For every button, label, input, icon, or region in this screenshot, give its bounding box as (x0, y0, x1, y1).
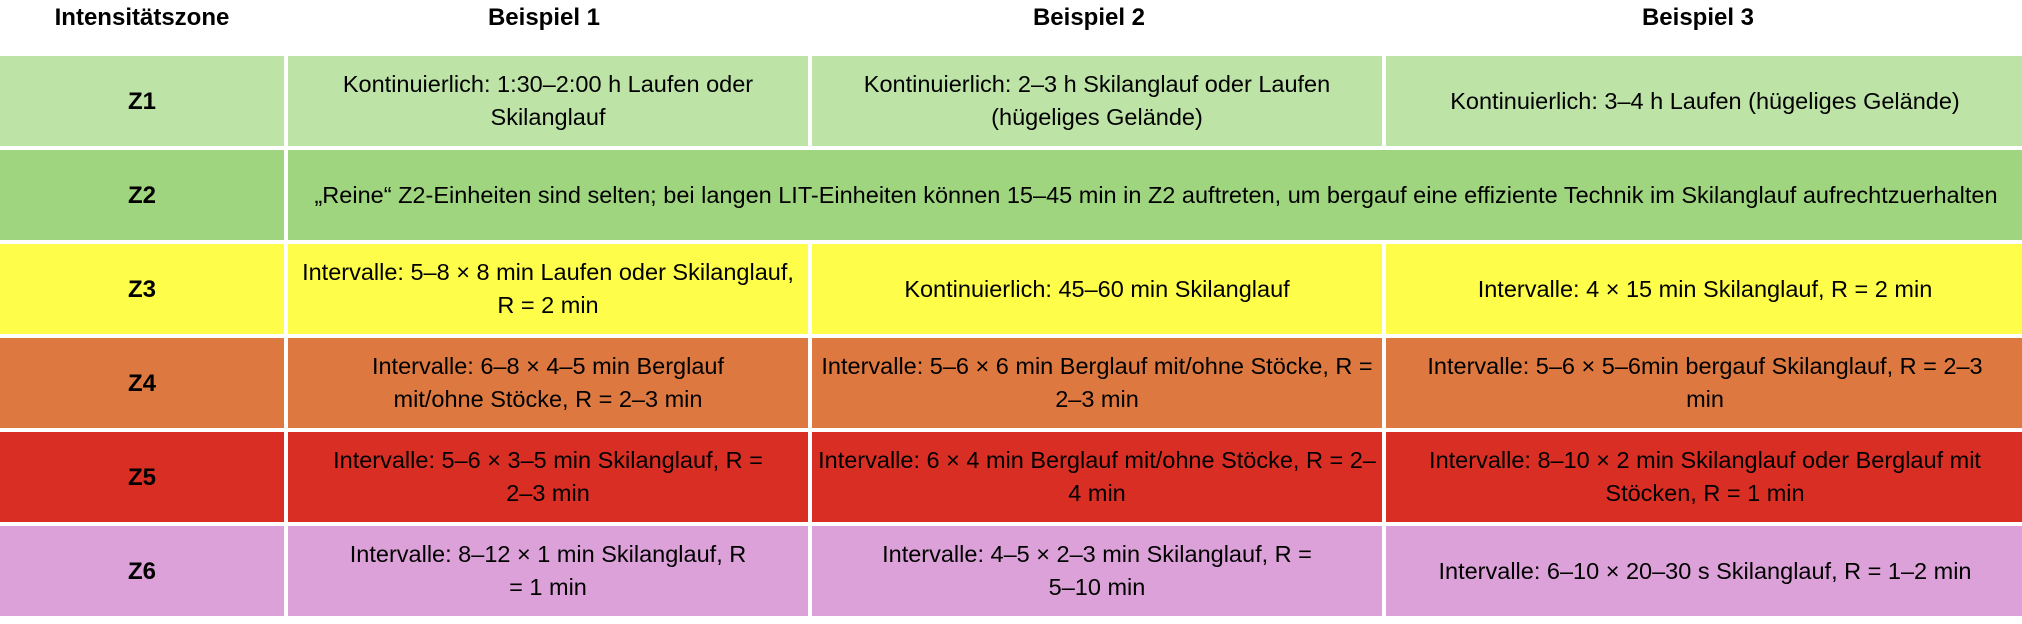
z2-merged-note: „Reine“ Z2-Einheiten sind selten; bei langen LIT-Einheiten können 15–45 min in Z2 auftreten, um bergauf eine effiziente Technik im Skilanglauf aufrechtzuerhalten (288, 150, 2022, 240)
header-example-1: Beispiel 1 (487, 4, 601, 31)
zone-z1-label: Z1 (0, 56, 284, 146)
z4-example-1: Intervalle: 6–8 × 4–5 min Berglauf mit/ohne Stöcke, R = 2–3 min (288, 338, 808, 428)
z1-example-2: Kontinuierlich: 2–3 h Skilanglauf oder Laufen (hügeliges Gelände) (812, 56, 1382, 146)
header-zone: Intensitätszone (54, 4, 230, 31)
z6-example-1: Intervalle: 8–12 × 1 min Skilanglauf, R = 1 min (288, 526, 808, 616)
z1-example-1: Kontinuierlich: 1:30–2:00 h Laufen oder Skilanglauf (288, 56, 808, 146)
z4-example-3: Intervalle: 5–6 × 5–6min bergauf Skilanglauf, R = 2–3 min (1386, 338, 2022, 428)
zone-z4-label: Z4 (0, 338, 284, 428)
z5-example-3: Intervalle: 8–10 × 2 min Skilanglauf oder Berglauf mit Stöcken, R = 1 min (1386, 432, 2022, 522)
z5-example-2: Intervalle: 6 × 4 min Berglauf mit/ohne Stöcke, R = 2–4 min (812, 432, 1382, 522)
z3-example-2: Kontinuierlich: 45–60 min Skilanglauf (812, 244, 1382, 334)
z4-example-2: Intervalle: 5–6 × 6 min Berglauf mit/ohne Stöcke, R = 2–3 min (812, 338, 1382, 428)
zone-z5-label: Z5 (0, 432, 284, 522)
header-example-3: Beispiel 3 (1641, 4, 1755, 31)
z3-example-3: Intervalle: 4 × 15 min Skilanglauf, R = 2 min (1386, 244, 2022, 334)
zone-z6-label: Z6 (0, 526, 284, 616)
z3-example-1: Intervalle: 5–8 × 8 min Laufen oder Skilanglauf, R = 2 min (288, 244, 808, 334)
table-header-row (0, 0, 2022, 56)
z6-example-3: Intervalle: 6–10 × 20–30 s Skilanglauf, R = 1–2 min (1386, 526, 2022, 616)
zone-z3-label: Z3 (0, 244, 284, 334)
table-body (0, 56, 2022, 616)
zone-z2-label: Z2 (0, 150, 284, 240)
z6-example-2: Intervalle: 4–5 × 2–3 min Skilanglauf, R = 5–10 min (812, 526, 1382, 616)
z1-example-3: Kontinuierlich: 3–4 h Laufen (hügeliges Gelände) (1386, 56, 2022, 146)
z5-example-1: Intervalle: 5–6 × 3–5 min Skilanglauf, R = 2–3 min (288, 432, 808, 522)
header-example-2: Beispiel 2 (1032, 4, 1146, 31)
